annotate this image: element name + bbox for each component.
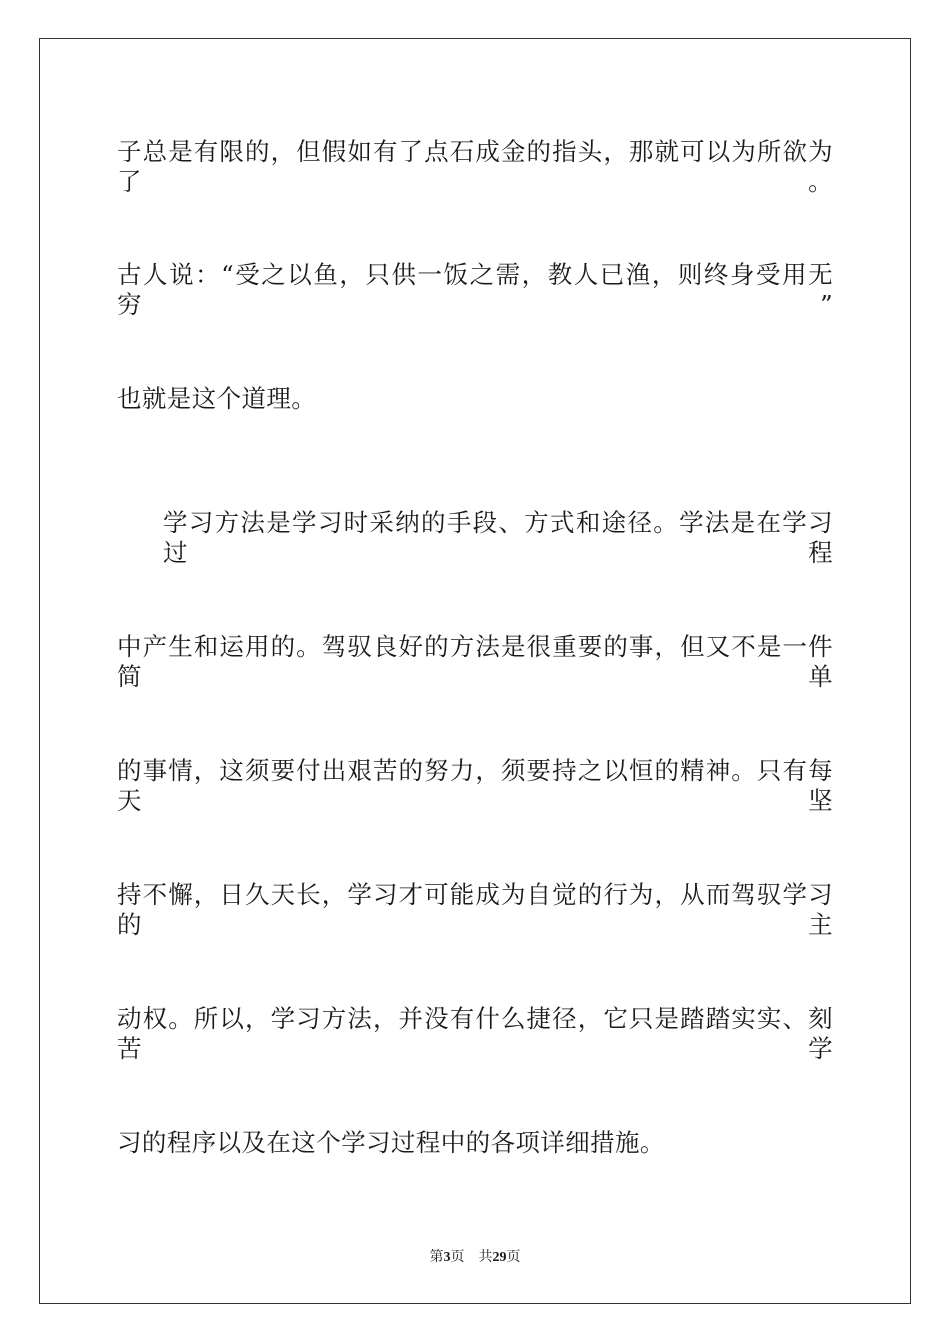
page-prefix: 第 <box>429 1249 444 1265</box>
total-pages: 29 <box>492 1250 507 1265</box>
text-line: 的事情，这须要付出艰苦的努力，须要持之以恒的精神。只有每天坚 <box>117 756 833 815</box>
text-line: 古人说：“受之以鱼，只供一饭之需，教人已渔，则终身受用无穷” <box>117 260 833 319</box>
page-footer <box>0 1248 950 1267</box>
page-number: 3 <box>443 1250 451 1265</box>
total-prefix: 共 <box>478 1249 493 1265</box>
text-line: 习的程序以及在这个学习过程中的各项详细措施。 <box>117 1128 665 1157</box>
text-line: 持不懈，日久天长，学习才可能成为自觉的行为，从而驾驭学习的主 <box>117 880 833 939</box>
page-suffix: 页 <box>450 1249 465 1265</box>
text-line: 动权。所以，学习方法，并没有什么捷径，它只是踏踏实实、刻苦学 <box>117 1004 833 1063</box>
paragraph-first-line: 学习方法是学习时采纳的手段、方式和途径。学法是在学习过程 <box>163 508 833 567</box>
text-line: 也就是这个道理。 <box>117 384 317 413</box>
text-line: 中产生和运用的。驾驭良好的方法是很重要的事，但又不是一件简单 <box>117 632 833 691</box>
text-line: 子总是有限的，但假如有了点石成金的指头，那就可以为所欲为了。 <box>117 137 833 196</box>
total-suffix: 页 <box>506 1249 521 1265</box>
